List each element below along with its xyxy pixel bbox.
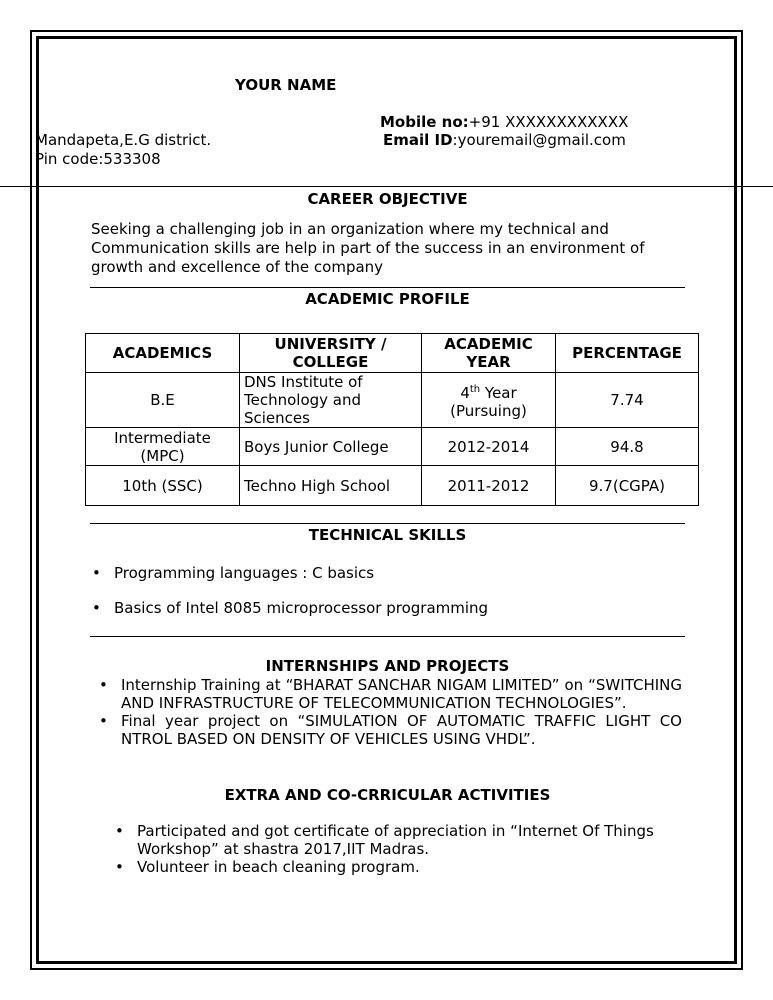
address-line-2: Pin code:533308 (35, 150, 161, 168)
table-header-row (86, 334, 699, 373)
bullet-icon: • (115, 858, 124, 876)
header-divider (0, 186, 773, 187)
list-item: • Basics of Intel 8085 microprocessor programming (92, 599, 489, 617)
cell-college: DNS Institute of Technology and Sciences (240, 373, 422, 428)
mobile-label: Mobile no: (380, 113, 469, 131)
bullet-icon: • (92, 599, 101, 617)
email-label: Email ID (383, 131, 453, 149)
extra-activities-heading: EXTRA AND CO-CRRICULAR ACTIVITIES (224, 786, 551, 804)
bullet-icon: • (92, 564, 101, 582)
cell-college: Boys Junior College (240, 428, 422, 466)
cell-academics: 10th (SSC) (86, 466, 240, 506)
cell-percentage: 9.7(CGPA) (556, 466, 699, 506)
technical-skills-heading: TECHNICAL SKILLS (308, 526, 467, 544)
cell-year: 2012-2014 (422, 428, 556, 466)
career-objective-text (91, 220, 681, 277)
extra-activities-list (115, 822, 682, 876)
email-line (383, 131, 626, 149)
academic-profile-heading: ACADEMIC PROFILE (305, 290, 470, 308)
bullet-icon: • (115, 822, 124, 840)
career-objective-heading: CAREER OBJECTIVE (307, 190, 468, 208)
technical-skills-list (92, 564, 684, 617)
section-divider (90, 636, 685, 637)
academic-table (85, 333, 699, 506)
list-item: • Final year project on “SIMULATION OF AUTOMATIC TRAFFIC LIGHT CO NTROL BASED ON DENSITY OF VEHICLES USING VHDL”. (99, 712, 682, 748)
candidate-name: YOUR NAME (235, 76, 337, 94)
table-row (86, 373, 699, 428)
internships-list (99, 676, 682, 748)
column-header: UNIVERSITY / COLLEGE (240, 334, 422, 373)
internships-heading: INTERNSHIPS AND PROJECTS (265, 657, 510, 675)
mobile-line (380, 113, 628, 131)
objective-line: Seeking a challenging job in an organization where my technical and (91, 220, 609, 238)
column-header: ACADEMIC YEAR (422, 334, 556, 373)
list-item: • Volunteer in beach cleaning program. (115, 858, 420, 876)
section-divider (90, 287, 685, 288)
cell-year: 2011-2012 (422, 466, 556, 506)
email-value: :youremail@gmail.com (452, 131, 626, 149)
cell-academics: B.E (86, 373, 240, 428)
section-divider (90, 523, 685, 524)
address-line-1: Mandapeta,E.G district. (35, 131, 212, 149)
bullet-icon: • (99, 712, 108, 730)
cell-academics: Intermediate (MPC) (86, 428, 240, 466)
cell-year: 4th Year (Pursuing) (422, 373, 556, 428)
list-item: • Programming languages : C basics (92, 564, 375, 582)
column-header: PERCENTAGE (556, 334, 699, 373)
list-item: • Participated and got certificate of appreciation in “Internet Of Things Workshop” at shastra 2017,IIT Madras. (115, 822, 654, 858)
list-item: • Internship Training at “BHARAT SANCHAR NIGAM LIMITED” on “SWITCHING AND INFRASTRUCTURE OF TELECOMMUNICATION TECHNOLOGIES”. (99, 676, 682, 712)
mobile-value: +91 XXXXXXXXXXXX (468, 113, 629, 131)
cell-percentage: 7.74 (556, 373, 699, 428)
table-row (86, 428, 699, 466)
column-header: ACADEMICS (86, 334, 240, 373)
table-row (86, 466, 699, 506)
objective-line: growth and excellence of the company (91, 258, 384, 276)
cell-percentage: 94.8 (556, 428, 699, 466)
bullet-icon: • (99, 676, 108, 694)
objective-line: Communication skills are help in part of the success in an environment of (91, 239, 645, 257)
cell-college: Techno High School (240, 466, 422, 506)
